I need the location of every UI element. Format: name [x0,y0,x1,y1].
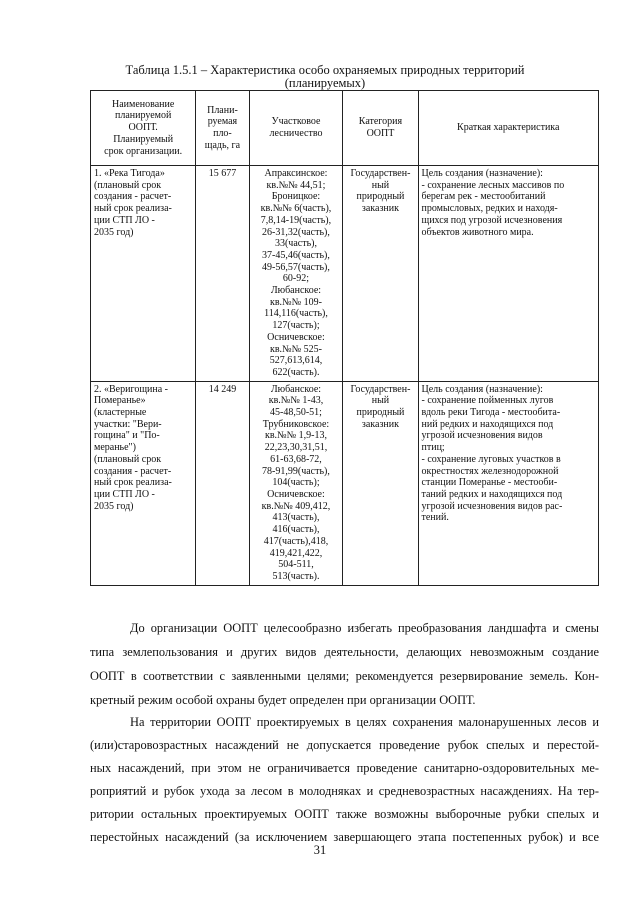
cell-line: птиц; [421,442,445,454]
paragraph-line: роприятий и рубок ухода за лесом в молодняках и средневозрастных насаждениях. На тер- [90,784,599,798]
cell-category [343,381,418,585]
cell-line: 104(часть); [272,477,320,489]
cell-line: тений. [421,512,449,524]
cell-line: 504-511, [278,559,314,571]
cell-line: Участковое [271,116,321,128]
cell-line: (плановый срок [94,179,162,191]
cell-line: - сохранение луговых участков в [421,453,561,465]
paragraph-line: типа землепользования и других видов деятельности, делающих невозможным создание [90,645,599,659]
paragraph-line: ритории остальных проектируемых ООПТ также возможны выборочные рубки спелых и [90,807,599,821]
cell-line: 2035 год) [94,226,134,238]
cell-line: кв.№№ 1,9-13, [264,430,327,442]
cell-line: кв.№№ 1-43, [268,395,324,407]
cell-area: 15 677 [196,166,249,382]
cell-line: Плани- [207,104,238,116]
cell-line: планируемой [115,110,172,122]
paragraph-line: кретный режим особой охраны будет определен при организации ООПТ. [90,693,476,707]
cell-line: меранье") [94,442,136,454]
cell-line: 527,613,614, [269,355,323,367]
cell-name [91,166,196,382]
cell-line: - сохранение пойменных лугов [421,395,554,407]
cell-line: 622(часть). [272,366,320,378]
paragraph-line: перестойных насаждений (за исключением завершающего этапа постепенных рубок) и все [90,830,599,844]
oopt-table [90,90,599,586]
cell-forestry [249,381,343,585]
cell-line: природный [356,407,405,419]
cell-line: Наименование [112,98,175,110]
cell-line: ный срок реализа- [94,203,172,215]
cell-line: берегам рек - местообитаний [421,191,546,203]
cell-line: ООПТ. [128,122,158,134]
header-forestry [249,91,343,166]
cell-line: 7,8,14-19(часть), [260,214,332,226]
cell-description [418,166,599,382]
cell-line: 416(часть), [272,524,320,536]
cell-line: 26-31,32(часть), [262,226,330,238]
cell-line: руемая [207,116,238,128]
cell-line: Осничевское: [267,488,325,500]
cell-line: кв.№№ 6(часть), [260,203,332,215]
cell-line: щадь, га [204,139,241,151]
cell-line: промысловых, редких и находя- [421,203,558,215]
cell-line: заказник [361,203,399,215]
cell-line: пло- [213,128,232,139]
cell-line: кв.№№ 109- [269,296,322,308]
page-number: 31 [313,843,327,857]
cell-line: Трубниковское: [262,418,330,430]
cell-category [343,166,418,382]
cell-line: ный срок реализа- [94,477,172,489]
cell-line: 419,421,422, [269,547,323,559]
cell-line: вдоль реки Тигода - местообита- [421,407,561,419]
cell-line: ции СТП ЛО - [94,214,155,226]
cell-line: 78-91,99(часть), [262,465,330,477]
cell-line: Краткая характеристика [457,122,560,134]
paragraph-line: (или)старовозрастных насаждений не допускается проведение рубок спелых и перестой- [90,738,599,752]
cell-line: Планируемый [113,133,174,145]
cell-line: угрозой исчезновения видов [421,430,543,442]
cell-line: кв.№№ 409,412, [261,500,331,512]
cell-name [91,381,196,585]
cell-line: угрозой исчезновения видов рас- [421,500,563,512]
cell-line: ции СТП ЛО - [94,488,155,500]
header-name [91,91,196,166]
cell-line: Померанье» [94,395,146,407]
paragraph-line: ООПТ в соответствии с заявленными целями; рекомендуется резервирование земель. Кон- [90,669,599,683]
cell-line: участки: "Вери- [94,418,162,430]
cell-line: заказник [361,418,399,430]
cell-line: ООПТ [366,128,395,139]
table-row [91,166,599,382]
cell-line: срок организации. [104,145,183,157]
table-caption: Таблица 1.5.1 – Характеристика особо охраняемых природных территорий [125,63,525,77]
cell-line: природный [356,191,405,203]
cell-line: Государствен- [350,383,411,395]
cell-line: Любанское: [270,285,322,297]
cell-line: Государствен- [350,168,411,179]
cell-line: Осничевское: [267,331,325,343]
cell-line: создания - расчет- [94,465,172,477]
header-area [196,91,249,166]
cell-line: 22,23,30,31,51, [264,442,328,454]
cell-description [418,381,599,585]
cell-line: - сохранение лесных массивов по [421,179,565,191]
cell-line: (плановый срок [94,453,162,465]
cell-line: 513(часть). [272,570,320,582]
cell-line: лесничество [269,128,323,139]
cell-line: Броницкое: [271,191,321,203]
cell-line: таний редких и находящихся под [421,488,563,500]
cell-line: 49-56,57(часть), [262,261,330,273]
cell-line: ный [371,179,390,191]
table-row [91,381,599,585]
cell-line: 127(часть); [272,320,320,332]
cell-line: 413(часть), [272,512,320,524]
paragraph-line: На территории ООПТ проектируемых в целях сохранения малонарушенных лесов и [130,715,599,729]
paragraph-line: ных насаждений, при этом не ограничивается проведение санитарно-оздоровительных ме- [90,761,599,775]
cell-line: 37-45,46(часть), [262,249,330,261]
header-description [418,91,599,166]
cell-line: объектов животного мира. [421,226,534,238]
cell-line: гощина" и "По- [94,430,160,442]
header-category [343,91,418,166]
cell-line: Цель создания (назначение): [421,383,543,395]
cell-line: Любанское: [270,383,322,395]
cell-line: создания - расчет- [94,191,172,203]
cell-forestry [249,166,343,382]
paragraph-line: До организации ООПТ целесообразно избегать преобразования ландшафта и смены [130,621,599,635]
cell-line: Апраксинское: [264,168,328,179]
cell-line: ный [371,395,390,407]
cell-line: 61-63,68-72, [270,453,322,465]
cell-line: 60-92; [282,273,310,285]
cell-line: 45-48,50-51; [269,407,322,419]
cell-line: ний редких и находящихся под [421,418,554,430]
cell-line: кв.№№ 44,51; [266,179,326,191]
table-caption-subtitle: (планируемых) [284,76,366,90]
cell-line: станции Померанье - местооби- [421,477,558,489]
cell-line: 114,116(часть), [264,308,328,320]
cell-line: 417(часть),418, [263,535,329,547]
cell-line: окрестностях железнодорожной [421,465,559,477]
cell-line: щихся под угрозой исчезновения [421,214,563,226]
cell-area: 14 249 [196,381,249,585]
cell-line: 2035 год) [94,500,134,512]
cell-line: кв.№№ 525- [269,343,322,355]
cell-line: (кластерные [94,407,147,419]
cell-line: Категория [358,116,403,128]
table-header-row [91,91,599,166]
cell-line: 33(часть), [274,238,317,250]
cell-line: 1. «Река Тигода» [94,168,165,179]
cell-line: 2. «Веригощина - [94,383,168,395]
cell-line: Цель создания (назначение): [421,168,543,179]
